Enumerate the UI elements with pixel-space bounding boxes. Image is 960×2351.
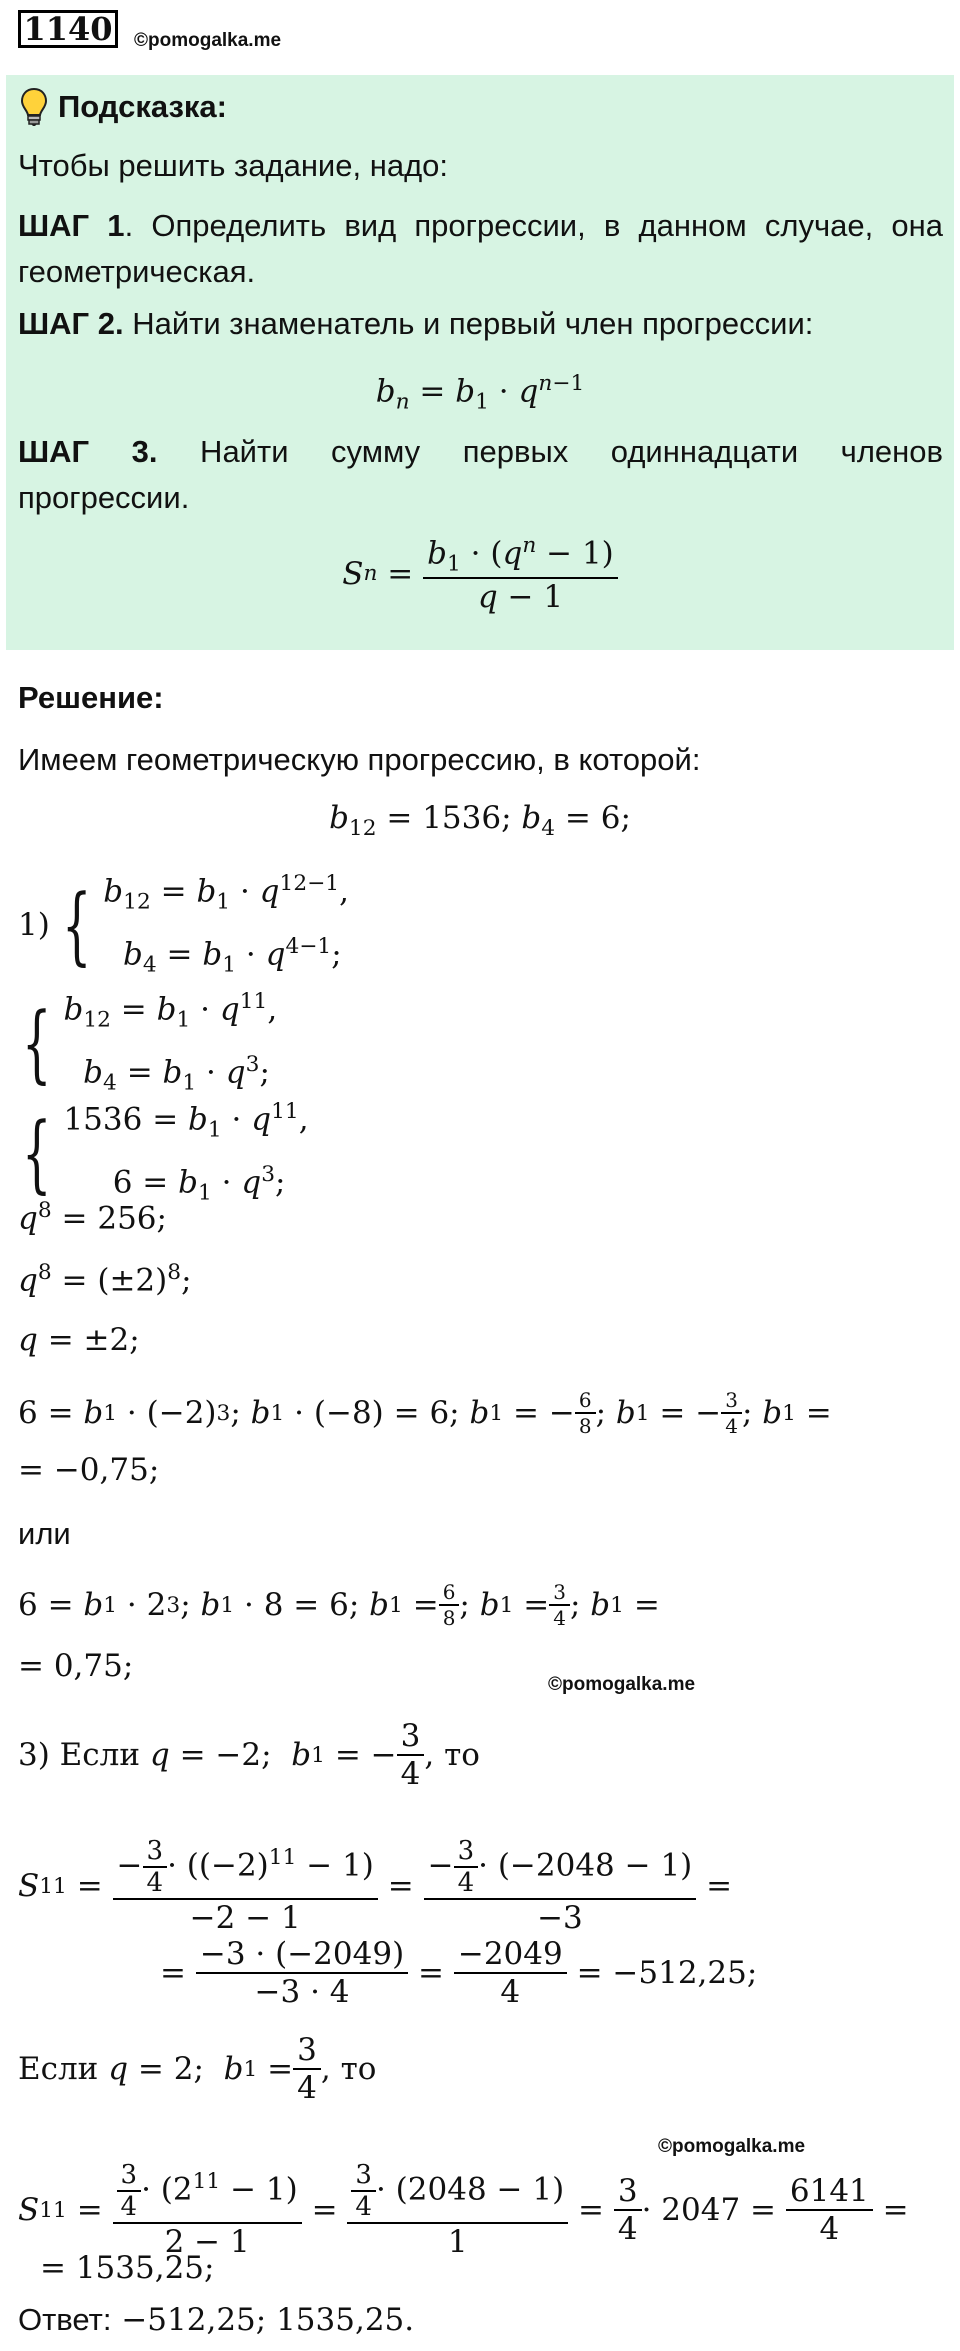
solution-title: Решение: xyxy=(18,680,164,715)
eq-q8: $q^8 = 256$; xyxy=(18,1198,167,1237)
solution-intro: Имеем геометрическую прогрессию, в которой: xyxy=(18,742,701,777)
eq-b1-positive: 6 = b 1 · 2 3 ; b 1 · 8 = 6; b 1 = $\frac{6}{8}$ ; b 1 = $\frac{3}{4}$ ; b 1 = xyxy=(18,1580,660,1630)
sum-positive-2: = 1535,25; xyxy=(40,2250,215,2286)
formula-bn: $b_n = b_1 \cdot q^{n-1}$ xyxy=(375,371,585,415)
hint-intro: Чтобы решить задание, надо: xyxy=(18,148,449,183)
eq-q: q = ±2; xyxy=(18,1322,140,1358)
system-3: { $1536 = b_1 \cdot q^{11}$, $6 = b_1 \cdot q^3$; xyxy=(22,1099,309,1206)
eq-b1-positive-value: = 0,75; xyxy=(18,1648,134,1684)
sum-negative-2: = $\frac{-3 \cdot (-2049)}{-3 \cdot 4}$ = $\frac{-2049}{4}$ = −512,25; xyxy=(160,1936,758,2010)
eq-b1-negative: 6 = b 1 · (−2) 3 ; b 1 · (−8) = 6; b 1 = − $\frac{6}{8}$ ; b 1 = − $\frac{3}{4}$ ; b 1 = xyxy=(18,1388,832,1438)
watermark: ©pomogalka.me xyxy=(134,30,282,51)
given-values: $b_{12} = 1536$; $b_4 = 6$; xyxy=(329,800,631,842)
watermark-mid: ©pomogalka.me xyxy=(548,1674,696,1695)
formula-sn: S n = $\frac{b_1 \cdot (q^n - 1)}{q - 1}$ xyxy=(6,533,954,615)
hint-step2: ШАГ 2. Найти знаменатель и первый член прогрессии: xyxy=(18,306,814,341)
watermark-bottom: ©pomogalka.me xyxy=(658,2136,806,2157)
system-1: 1) { $b_{12} = b_1 \cdot q^{12-1}$, $b_4 = b_1 \cdot q^{4-1}$; xyxy=(18,871,349,978)
case-positive-label: Если q = 2; b 1 = $\frac{3}{4}$ , то xyxy=(18,2032,377,2106)
hint-step3: ШАГ 3. Найти сумму первых одиннадцати членов прогрессии. xyxy=(18,434,943,515)
task-number: 1140 xyxy=(18,10,118,48)
hint-step1: ШАГ 1. Определить вид прогрессии, в данном случае, она геометрическая. xyxy=(18,208,944,289)
eq-b1-negative-value: = −0,75; xyxy=(18,1452,160,1488)
hint-box xyxy=(6,75,954,650)
sum-positive-1: S 11 = $\frac{3}{4}$ · $(2^{11} - 1)$ 2 − 1 = $\frac{3}{4}$ · (2048 − 1) 1 = $\frac{3}{4}$ · 2047 = $\frac{6141}{4}$ = xyxy=(18,2160,909,2260)
answer: Ответ: −512,25; 1535,25. xyxy=(18,2302,415,2338)
sum-negative-1: S 11 = − $\frac{3}{4}$ · $((-2)^{11} - 1)$ −2 − 1 = − $\frac{3}{4}$ · (−2048 − 1) −3 = xyxy=(18,1836,733,1936)
hint-title: Подсказка: xyxy=(20,87,227,127)
lightbulb-icon xyxy=(20,87,48,127)
case-negative-label: 3) Если q = −2; b 1 = − $\frac{3}{4}$ , то xyxy=(18,1718,480,1792)
or-label: или xyxy=(18,1516,71,1551)
eq-q8-pm: $q^8 = (\pm 2)^8$; xyxy=(18,1260,192,1299)
system-2: { $b_{12} = b_1 \cdot q^{11}$, $b_4 = b_1 \cdot q^3$; xyxy=(22,989,278,1096)
